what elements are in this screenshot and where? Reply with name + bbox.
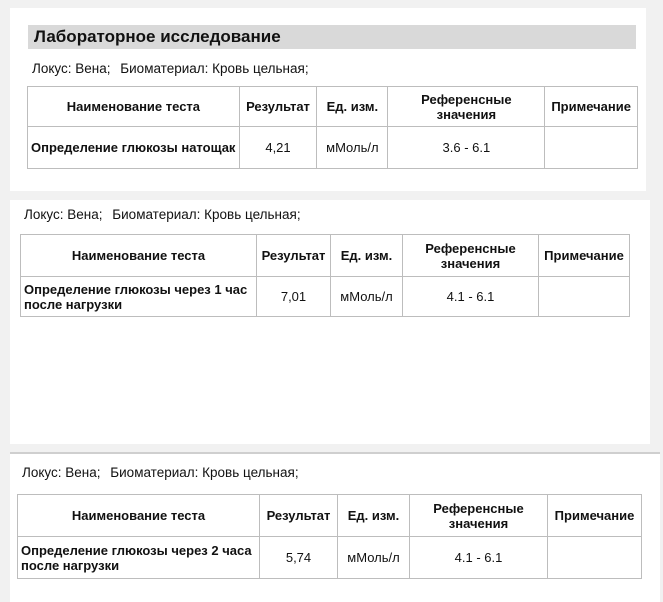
test-name: Определение глюкозы через 1 час после нагрузки bbox=[21, 277, 257, 317]
page-title: Лабораторное исследование bbox=[28, 25, 636, 49]
locus-label: Локус: Вена; bbox=[24, 207, 103, 222]
col-header-unit: Ед. изм. bbox=[331, 235, 403, 277]
biomaterial-label: Биоматериал: Кровь цельная; bbox=[120, 61, 309, 76]
unit-value: мМоль/л bbox=[326, 139, 379, 155]
col-header-test-name: Наименование теста bbox=[28, 87, 240, 127]
col-header-result: Результат bbox=[257, 235, 331, 277]
test-name: Определение глюкозы через 2 часа после нагрузки bbox=[18, 537, 260, 579]
table-row bbox=[21, 277, 630, 317]
test-name: Определение глюкозы натощак bbox=[28, 127, 240, 169]
unit-value: мМоль/л bbox=[340, 288, 393, 304]
col-header-result: Результат bbox=[260, 495, 338, 537]
table-header-row bbox=[18, 495, 642, 537]
col-header-result: Результат bbox=[239, 87, 316, 127]
biomaterial-label: Биоматериал: Кровь цельная; bbox=[112, 207, 301, 222]
col-header-reference: Референсные значения bbox=[403, 235, 539, 277]
result-value: 4,21 bbox=[239, 127, 316, 169]
locus-label: Локус: Вена; bbox=[32, 61, 111, 76]
col-header-reference: Референсные значения bbox=[410, 495, 548, 537]
table-row bbox=[28, 127, 638, 169]
note-value bbox=[548, 537, 642, 579]
lab-section-1 bbox=[10, 8, 646, 191]
table-header-row bbox=[28, 87, 638, 127]
col-header-test-name: Наименование теста bbox=[18, 495, 260, 537]
biomaterial-label: Биоматериал: Кровь цельная; bbox=[110, 465, 299, 480]
unit-value: мМоль/л bbox=[347, 549, 400, 565]
unit-cell bbox=[338, 537, 410, 579]
col-header-test-name: Наименование теста bbox=[21, 235, 257, 277]
note-value bbox=[539, 277, 630, 317]
result-value: 7,01 bbox=[257, 277, 331, 317]
col-header-unit: Ед. изм. bbox=[317, 87, 388, 127]
col-header-unit: Ед. изм. bbox=[338, 495, 410, 537]
col-header-note: Примечание bbox=[539, 235, 630, 277]
results-table bbox=[27, 86, 638, 169]
specimen-info bbox=[32, 61, 315, 76]
reference-range: 4.1 - 6.1 bbox=[403, 277, 539, 317]
note-value bbox=[545, 127, 638, 169]
results-table bbox=[20, 234, 630, 317]
specimen-info bbox=[22, 465, 305, 480]
specimen-info bbox=[24, 207, 307, 222]
table-row bbox=[18, 537, 642, 579]
results-table bbox=[17, 494, 642, 579]
lab-section-2 bbox=[10, 200, 650, 444]
reference-range: 3.6 - 6.1 bbox=[388, 127, 545, 169]
unit-cell bbox=[317, 127, 388, 169]
col-header-reference: Референсные значения bbox=[388, 87, 545, 127]
lab-section-3 bbox=[10, 452, 660, 602]
locus-label: Локус: Вена; bbox=[22, 465, 101, 480]
reference-range: 4.1 - 6.1 bbox=[410, 537, 548, 579]
table-header-row bbox=[21, 235, 630, 277]
col-header-note: Примечание bbox=[545, 87, 638, 127]
col-header-note: Примечание bbox=[548, 495, 642, 537]
result-value: 5,74 bbox=[260, 537, 338, 579]
unit-cell bbox=[331, 277, 403, 317]
